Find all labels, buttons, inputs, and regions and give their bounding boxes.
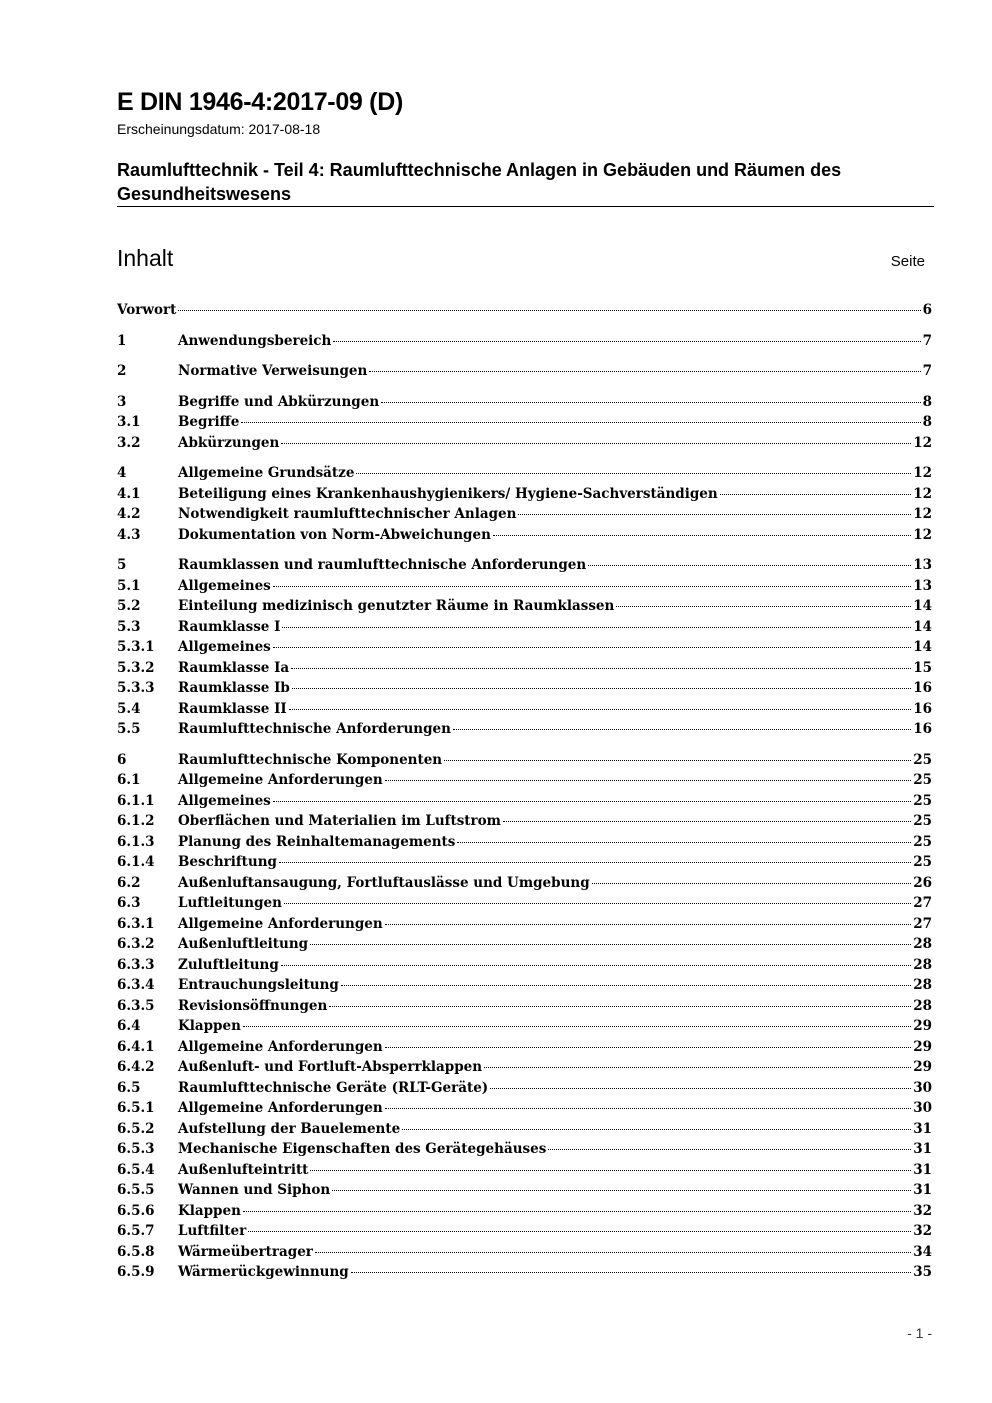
toc-entry-title: Wärmerückgewinnung <box>178 1264 349 1280</box>
toc-entry[interactable] <box>117 527 932 548</box>
toc-entry[interactable] <box>117 752 932 773</box>
toc-entry-title: Allgemeine Anforderungen <box>178 915 383 932</box>
toc-entry-number: 6.4.2 <box>117 1059 155 1075</box>
toc-entry-title: Raumlufttechnische Komponenten <box>178 751 443 768</box>
toc-dot-leader <box>284 902 911 904</box>
toc-dot-leader <box>356 472 911 474</box>
toc-dot-leader <box>457 841 911 843</box>
toc-entry-number: 2 <box>117 363 127 379</box>
toc-entry-number: 6.5.6 <box>117 1202 155 1219</box>
toc-entry-page: 12 <box>913 434 932 451</box>
toc-entry-page: 25 <box>913 792 932 809</box>
toc-dot-leader <box>592 882 912 884</box>
toc-entry[interactable] <box>117 1203 932 1224</box>
toc-entry-page: 25 <box>913 751 932 768</box>
toc-entry-page: 29 <box>913 1059 932 1075</box>
toc-entry-title: Allgemeines <box>178 792 271 809</box>
toc-entry-title: Raumklasse Ib <box>178 680 290 696</box>
toc-dot-leader <box>241 421 920 423</box>
toc-entry-number: 5 <box>117 557 127 573</box>
toc-entry[interactable] <box>117 701 932 722</box>
toc-entry-page: 31 <box>913 1182 932 1198</box>
toc-entry-title: Beschriftung <box>178 854 277 870</box>
toc-dot-leader <box>490 1087 911 1089</box>
toc-entry-number: 6.1.2 <box>117 813 155 829</box>
toc-dot-leader <box>503 820 911 822</box>
toc-entry-title: Aufstellung der Bauelemente <box>178 1120 401 1137</box>
toc-entry-page: 31 <box>913 1120 932 1137</box>
toc-entry-title: Beteiligung eines Krankenhaushygienikers/ Hygiene-Sachverständigen <box>178 485 718 502</box>
toc-entry-page: 29 <box>913 1038 932 1055</box>
toc-dot-leader <box>282 626 911 628</box>
toc-entry-title: Wannen und Siphon <box>178 1182 331 1198</box>
toc-entry-title: Zuluftleitung <box>178 956 279 973</box>
toc-dot-leader <box>273 585 911 587</box>
toc-dot-leader <box>720 493 912 495</box>
toc-dot-leader <box>281 964 911 966</box>
toc-entry-number: 6.3.2 <box>117 936 155 952</box>
toc-entry-page: 7 <box>922 332 932 349</box>
toc-dot-leader <box>243 1025 911 1027</box>
toc-entry-page: 25 <box>913 833 932 850</box>
toc-heading: Inhalt <box>117 245 174 271</box>
toc-entry[interactable] <box>117 1018 932 1039</box>
toc-entry[interactable] <box>117 619 932 640</box>
toc-entry[interactable] <box>117 834 932 855</box>
toc-entry-number: 6.3.3 <box>117 956 155 973</box>
toc-entry-title: Außenluftansaugung, Fortluftauslässe und Umgebung <box>178 874 590 891</box>
toc-entry-title: Begriffe <box>178 414 240 430</box>
toc-entry-page: 32 <box>913 1223 932 1239</box>
toc-dot-leader <box>588 564 911 566</box>
toc-entry-page: 27 <box>913 915 932 932</box>
toc-dot-leader <box>385 923 912 925</box>
toc-entry-number: 6.5.4 <box>117 1161 155 1178</box>
toc-entry[interactable] <box>117 486 932 507</box>
toc-entry[interactable] <box>117 639 932 660</box>
toc-entry-page: 8 <box>922 393 932 410</box>
toc-entry-number: 6.4 <box>117 1018 141 1034</box>
toc-dot-leader <box>333 340 920 342</box>
toc-entry[interactable] <box>117 660 932 681</box>
footer-page-number: - 1 - <box>907 1325 932 1341</box>
toc-entry-page: 28 <box>913 977 932 993</box>
toc-entry[interactable] <box>117 414 932 435</box>
toc-dot-leader <box>385 1107 912 1109</box>
toc-entry[interactable] <box>117 435 932 456</box>
toc-dot-leader <box>279 861 911 863</box>
toc-dot-leader <box>484 1066 911 1068</box>
toc-entry-page: 25 <box>913 854 932 870</box>
toc-entry[interactable] <box>117 957 932 978</box>
toc-entry-title: Allgemeine Anforderungen <box>178 772 383 788</box>
toc-entry-title: Planung des Reinhaltemanagements <box>178 833 456 850</box>
toc-dot-leader <box>310 1169 911 1171</box>
toc-entry-number: 5.3 <box>117 618 141 635</box>
toc-entry-title: Normative Verweisungen <box>178 363 368 379</box>
toc-entry-title: Oberflächen und Materialien im Luftstrom <box>178 813 501 829</box>
toc-entry-title: Allgemeine Anforderungen <box>178 1100 383 1116</box>
toc-entry[interactable] <box>117 1039 932 1060</box>
toc-entry-number: 4.1 <box>117 485 141 502</box>
toc-entry-page: 12 <box>913 506 932 522</box>
toc-entry-page: 16 <box>913 700 932 717</box>
toc-entry[interactable] <box>117 302 932 323</box>
toc-entry-number: 6.1.1 <box>117 792 155 809</box>
toc-entry-page: 14 <box>913 639 932 655</box>
toc-entry-number: 6.1.3 <box>117 833 155 850</box>
toc-dot-leader <box>518 513 911 515</box>
toc-dot-leader <box>351 1271 912 1273</box>
toc-entry-title: Abkürzungen <box>178 434 280 451</box>
toc-entry-number: 5.3.1 <box>117 639 155 655</box>
toc-entry-title: Anwendungsbereich <box>178 332 332 349</box>
toc-entry[interactable] <box>117 977 932 998</box>
toc-entry-number: 6.1.4 <box>117 854 155 870</box>
toc-entry-page: 16 <box>913 721 932 737</box>
toc-dot-leader <box>385 1046 912 1048</box>
toc-dot-leader <box>385 779 912 781</box>
toc-dot-leader <box>444 759 911 761</box>
toc-entry-page: 13 <box>913 557 932 573</box>
toc-entry-number: 6 <box>117 751 127 768</box>
toc-entry[interactable] <box>117 1121 932 1142</box>
toc-entry-title: Außenlufteintritt <box>178 1161 309 1178</box>
toc-entry-number: 3.2 <box>117 434 141 451</box>
toc-entry-title: Dokumentation von Norm-Abweichungen <box>178 526 491 543</box>
toc-entry-title: Einteilung medizinisch genutzter Räume in Raumklassen <box>178 598 615 614</box>
toc-entry-number: 3 <box>117 393 127 410</box>
toc-entry[interactable] <box>117 680 932 701</box>
toc-dot-leader <box>493 534 911 536</box>
toc-dot-leader <box>273 646 911 648</box>
toc-entry[interactable] <box>117 1223 932 1244</box>
toc-entry-number: 5.2 <box>117 598 141 614</box>
toc-entry-title: Raumklasse II <box>178 700 287 717</box>
toc-entry-number: 5.5 <box>117 721 141 737</box>
toc-dot-leader <box>315 1251 911 1253</box>
toc-entry-title: Raumlufttechnische Anforderungen <box>178 721 451 737</box>
toc-entry-page: 6 <box>922 302 932 318</box>
toc-dot-leader <box>453 728 911 730</box>
toc-entry-page: 35 <box>913 1264 932 1280</box>
toc-entry-title: Raumklasse Ia <box>178 659 290 676</box>
toc-dot-leader <box>243 1210 911 1212</box>
toc-entry-title: Wärmeübertrager <box>178 1243 313 1260</box>
toc-entry[interactable] <box>117 333 932 354</box>
toc-entry[interactable] <box>117 1244 932 1265</box>
toc-entry-title: Luftleitungen <box>178 895 282 911</box>
toc-dot-leader <box>248 1230 911 1232</box>
toc-entry[interactable] <box>117 1182 932 1203</box>
toc-entry[interactable] <box>117 598 932 619</box>
toc-entry-number: 6.5.1 <box>117 1100 155 1116</box>
toc-entry-page: 28 <box>913 956 932 973</box>
toc-entry[interactable] <box>117 854 932 875</box>
toc-entry-page: 26 <box>913 874 932 891</box>
toc-entry-page: 14 <box>913 618 932 635</box>
toc-entry-number: 4.2 <box>117 506 141 522</box>
toc-entry[interactable] <box>117 394 932 415</box>
toc-entry[interactable] <box>117 557 932 578</box>
toc-entry-page: 30 <box>913 1079 932 1096</box>
toc-entry-title: Revisionsöffnungen <box>178 997 328 1014</box>
toc-dot-leader <box>289 708 911 710</box>
toc-entry[interactable] <box>117 998 932 1019</box>
toc-dot-leader <box>381 401 920 403</box>
toc-entry-number: 6.5.8 <box>117 1243 155 1260</box>
table-of-contents <box>117 302 932 1285</box>
toc-entry-page: 34 <box>913 1243 932 1260</box>
toc-entry[interactable] <box>117 813 932 834</box>
toc-entry[interactable] <box>117 721 932 742</box>
toc-dot-leader <box>273 800 911 802</box>
toc-entry[interactable] <box>117 1162 932 1183</box>
toc-entry-number: 6.5.7 <box>117 1223 155 1239</box>
toc-dot-leader <box>291 667 911 669</box>
toc-entry-title: Begriffe und Abkürzungen <box>178 393 380 410</box>
toc-entry[interactable] <box>117 793 932 814</box>
toc-dot-leader <box>310 943 911 945</box>
toc-entry-page: 31 <box>913 1161 932 1178</box>
toc-entry[interactable] <box>117 363 932 384</box>
toc-entry-number: 5.3.3 <box>117 680 155 696</box>
toc-dot-leader <box>292 687 911 689</box>
toc-entry[interactable] <box>117 1080 932 1101</box>
toc-entry-title: Notwendigkeit raumlufttechnischer Anlagen <box>178 506 517 522</box>
toc-dot-leader <box>548 1148 911 1150</box>
toc-entry-number: 6.5.3 <box>117 1141 155 1157</box>
toc-dot-leader <box>281 442 911 444</box>
toc-entry-number: 3.1 <box>117 414 141 430</box>
toc-entry[interactable] <box>117 465 932 486</box>
toc-entry[interactable] <box>117 1100 932 1121</box>
toc-entry-page: 15 <box>913 659 932 676</box>
toc-entry-title: Außenluft- und Fortluft-Absperrklappen <box>178 1059 483 1075</box>
toc-entry[interactable] <box>117 1264 932 1285</box>
toc-entry-number: 4 <box>117 465 127 481</box>
toc-entry[interactable] <box>117 1059 932 1080</box>
toc-entry-page: 12 <box>913 485 932 502</box>
toc-entry-number: 5.3.2 <box>117 659 155 676</box>
toc-entry-title: Klappen <box>178 1202 241 1219</box>
toc-entry-title: Außenluftleitung <box>178 936 309 952</box>
toc-entry-page: 7 <box>922 363 932 379</box>
toc-entry-number: 6.3.1 <box>117 915 155 932</box>
toc-entry[interactable] <box>117 578 932 599</box>
toc-entry[interactable] <box>117 936 932 957</box>
document-id: E DIN 1946-4:2017-09 (D) <box>117 88 403 116</box>
toc-entry[interactable] <box>117 916 932 937</box>
toc-entry-title: Entrauchungsleitung <box>178 977 339 993</box>
toc-entry[interactable] <box>117 895 932 916</box>
toc-entry-number: 5.4 <box>117 700 141 717</box>
toc-entry-title: Raumklasse I <box>178 618 281 635</box>
toc-entry-number: 6.4.1 <box>117 1038 155 1055</box>
toc-entry-page: 12 <box>913 526 932 543</box>
toc-entry[interactable] <box>117 875 932 896</box>
toc-entry-page: 25 <box>913 813 932 829</box>
toc-entry-page: 16 <box>913 680 932 696</box>
toc-entry-number: 6.5.9 <box>117 1264 155 1280</box>
toc-entry-page: 27 <box>913 895 932 911</box>
toc-entry-page: 13 <box>913 577 932 594</box>
toc-entry-page: 12 <box>913 465 932 481</box>
toc-entry-title: Allgemeine Grundsätze <box>178 465 355 481</box>
toc-entry-page: 28 <box>913 997 932 1014</box>
toc-entry-number: 1 <box>117 332 127 349</box>
toc-entry-number: 6.3.5 <box>117 997 155 1014</box>
toc-entry-page: 28 <box>913 936 932 952</box>
toc-entry-page: 30 <box>913 1100 932 1116</box>
toc-entry[interactable] <box>117 1141 932 1162</box>
toc-entry-title: Klappen <box>178 1018 241 1034</box>
toc-entry-page: 32 <box>913 1202 932 1219</box>
toc-dot-leader <box>402 1128 911 1130</box>
toc-dot-leader <box>178 309 920 311</box>
toc-entry-number: Vorwort <box>117 302 177 318</box>
toc-entry-title: Allgemeines <box>178 577 271 594</box>
toc-dot-leader <box>341 984 911 986</box>
toc-entry-title: Allgemeines <box>178 639 271 655</box>
toc-entry-page: 14 <box>913 598 932 614</box>
title-divider <box>117 206 934 207</box>
toc-entry-title: Mechanische Eigenschaften des Gerätegehäuses <box>178 1141 547 1157</box>
toc-dot-leader <box>369 370 920 372</box>
toc-entry-page: 29 <box>913 1018 932 1034</box>
toc-entry-number: 6.1 <box>117 772 141 788</box>
toc-entry[interactable] <box>117 506 932 527</box>
toc-entry-number: 5.1 <box>117 577 141 594</box>
toc-entry-page: 31 <box>913 1141 932 1157</box>
toc-page-column-label: Seite <box>890 253 925 270</box>
toc-dot-leader <box>332 1189 911 1191</box>
toc-dot-leader <box>616 605 911 607</box>
toc-entry-page: 25 <box>913 772 932 788</box>
toc-entry-title: Raumlufttechnische Geräte (RLT-Geräte) <box>178 1079 489 1096</box>
toc-entry-number: 6.2 <box>117 874 141 891</box>
toc-entry-number: 6.5.5 <box>117 1182 155 1198</box>
toc-dot-leader <box>329 1005 911 1007</box>
toc-entry-title: Raumklassen und raumlufttechnische Anforderungen <box>178 557 587 573</box>
document-title: Raumlufttechnik - Teil 4: Raumlufttechnische Anlagen in Gebäuden und Räumen des Gesundheitswesens <box>117 160 842 204</box>
toc-entry-number: 4.3 <box>117 526 141 543</box>
toc-entry-title: Allgemeine Anforderungen <box>178 1038 383 1055</box>
toc-entry-title: Luftfilter <box>178 1223 247 1239</box>
toc-entry-number: 6.3.4 <box>117 977 155 993</box>
toc-entry-page: 8 <box>922 414 932 430</box>
publication-date: Erscheinungsdatum: 2017-08-18 <box>117 121 321 137</box>
toc-entry-number: 6.3 <box>117 895 141 911</box>
toc-entry-number: 6.5 <box>117 1079 141 1096</box>
toc-entry[interactable] <box>117 772 932 793</box>
toc-entry-number: 6.5.2 <box>117 1120 155 1137</box>
